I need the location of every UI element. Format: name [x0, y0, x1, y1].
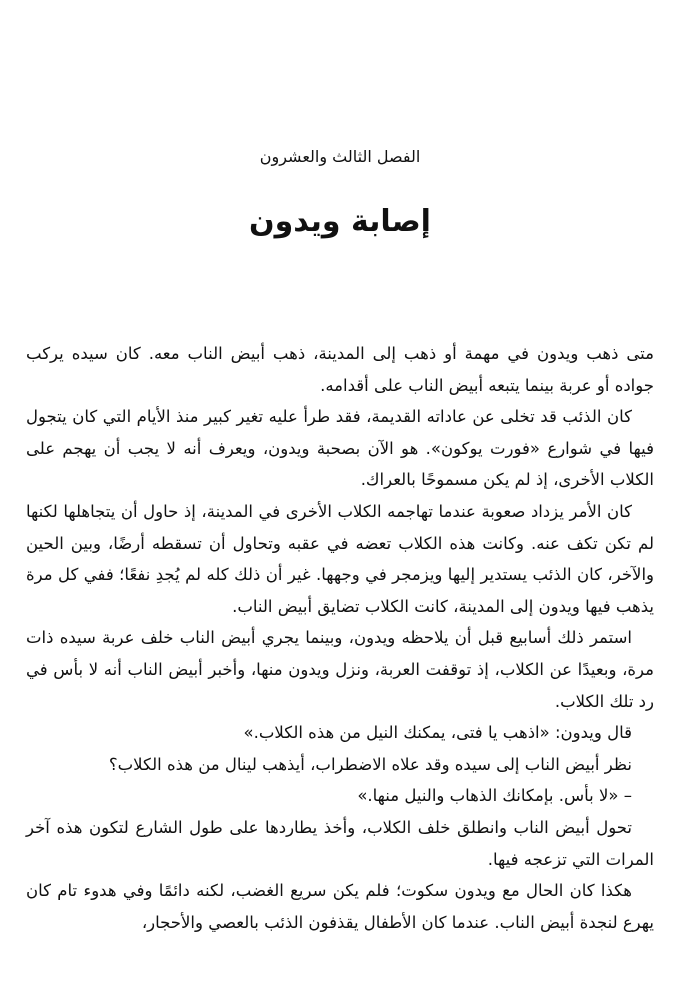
paragraph: كان الأمر يزداد صعوبة عندما تهاجمه الكلاب الأخرى في المدينة، إذ حاول أن يتجاهلها لكنها لم تكن تكف عنه. وكانت هذه الكلاب تعضه في عقبه وتحاول أن تسقطه أرضًا، وبين الحين والآخر، كان الذئب يستدير إليها ويزمجر في وجهها. غير أن ذلك كله لم يُجدِ نفعًا؛ ففي كل مرة يذهب فيها ويدون إلى المدينة، كانت الكلاب تضايق أبيض الناب. — [26, 501, 654, 616]
paragraph: نظر أبيض الناب إلى سيده وقد علاه الاضطراب، أيذهب لينال من هذه الكلاب؟ — [108, 754, 632, 774]
paragraph: هكذا كان الحال مع ويدون سكوت؛ فلم يكن سريع الغضب، لكنه دائمًا وفي هدوء تام كان يهرع لنجدة أبيض الناب. عندما كان الأطفال يقذفون الذئب بالعصي والأحجار، — [26, 881, 654, 932]
dialogue-line: – «لا بأس. بإمكانك الذهاب والنيل منها.» — [357, 786, 632, 806]
dialogue-line: قال ويدون: «اذهب يا فتى، يمكنك النيل من هذه الكلاب.» — [243, 723, 632, 743]
paragraph: كان الذئب قد تخلى عن عاداته القديمة، فقد طرأ عليه تغير كبير منذ الأيام التي كان يتجول فيها في شوارع «فورت يوكون». هو الآن بصحبة ويدون، ويعرف أنه لا يجب أن يهجم على الكلاب الأخرى، إذ لم يكن مسموحًا بالعراك. — [26, 407, 654, 490]
paragraph: متى ذهب ويدون في مهمة أو ذهب إلى المدينة، ذهب أبيض الناب معه. كان سيده يركب جواده أو عربة بينما يتبعه أبيض الناب على أقدامه. — [26, 344, 654, 395]
chapter-body — [26, 338, 654, 938]
paragraph: استمر ذلك أسابيع قبل أن يلاحظه ويدون، وبينما يجري أبيض الناب خلف عربة سيده ذات مرة، وبعيدًا عن الكلاب، إذ توقفت العربة، ونزل ويدون منها، وأخبر أبيض الناب أنه لا بأس في رد تلك الكلاب. — [26, 628, 654, 711]
chapter-label: الفصل الثالث والعشرون — [259, 147, 421, 166]
paragraph: تحول أبيض الناب وانطلق خلف الكلاب، وأخذ يطاردها على طول الشارع لتكون هذه آخر المرات التي تزعجه فيها. — [26, 817, 654, 869]
chapter-title: إصابة ويدون — [249, 204, 431, 239]
